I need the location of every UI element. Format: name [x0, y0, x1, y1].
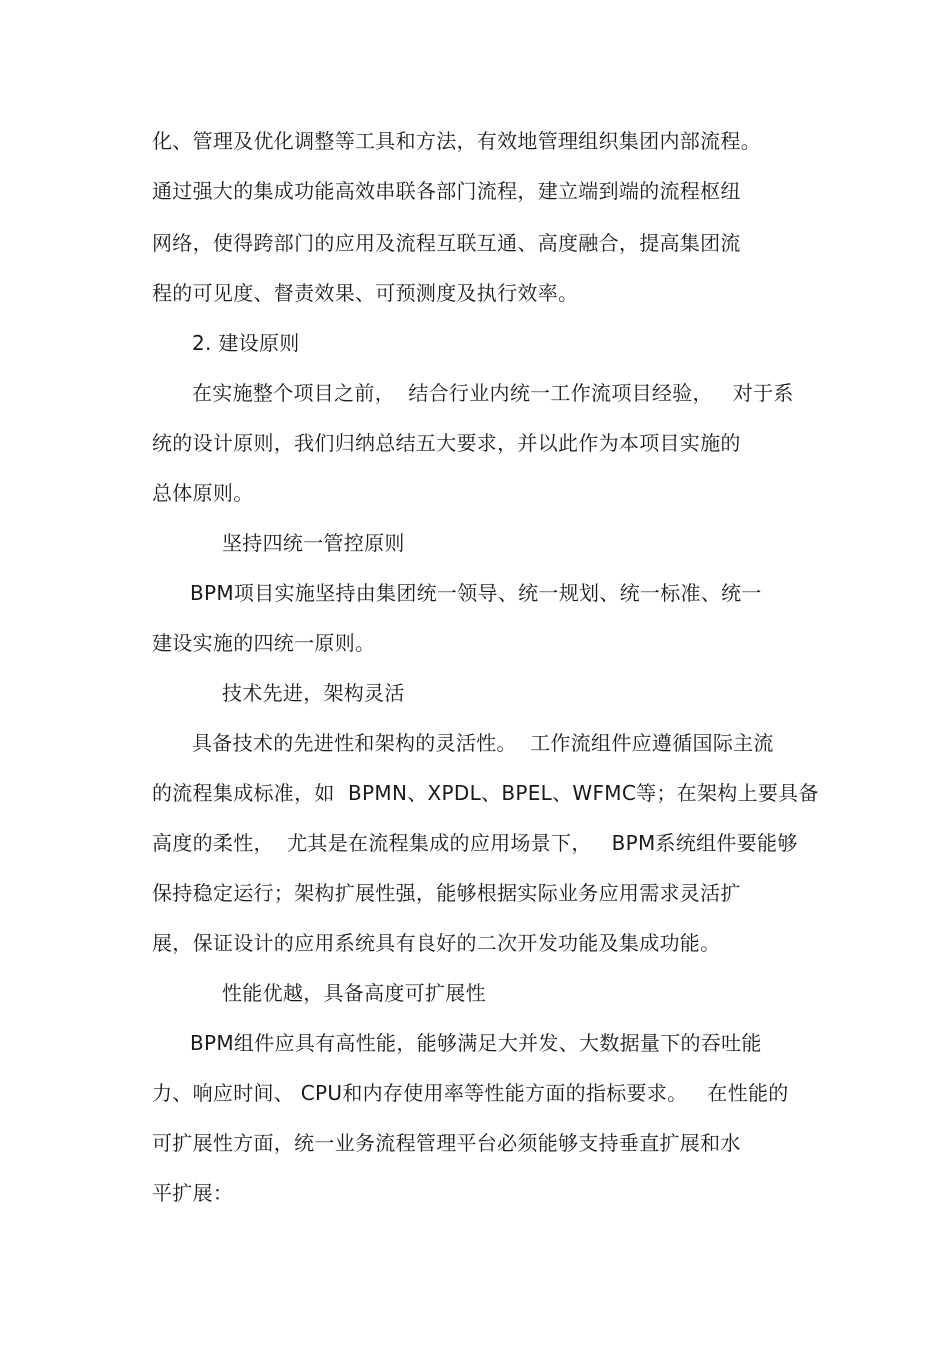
principle-heading-3: 性能优越，具备高度可扩展性 [222, 981, 486, 1005]
paragraph-line-12: 高度的柔性， 尤其是在流程集成的应用场景下， BPM系统组件要能够 [152, 831, 798, 855]
paragraph-line-18: 平扩展： [152, 1181, 234, 1205]
paragraph-line-8: BPM项目实施坚持由集团统一领导、统一规划、统一标准、统一 [190, 581, 762, 605]
section-heading: 2. 建设原则 [192, 331, 300, 355]
paragraph-line-3: 网络，使得跨部门的应用及流程互联互通、高度融合，提高集团流 [152, 231, 741, 255]
paragraph-line-4: 程的可见度、督责效果、可预测度及执行效率。 [152, 281, 579, 305]
paragraph-line-13: 保持稳定运行；架构扩展性强，能够根据实际业务应用需求灵活扩 [152, 881, 741, 905]
paragraph-line-7: 总体原则。 [152, 481, 254, 505]
principle-heading-1: 坚持四统一管控原则 [222, 531, 405, 555]
paragraph-line-1: 化、管理及优化调整等工具和方法，有效地管理组织集团内部流程。 [152, 129, 761, 153]
paragraph-line-10: 具备技术的先进性和架构的灵活性。 工作流组件应遵循国际主流 [192, 731, 774, 755]
paragraph-line-6: 统的设计原则，我们归纳总结五大要求，并以此作为本项目实施的 [152, 431, 741, 455]
paragraph-line-15: BPM组件应具有高性能，能够满足大并发、大数据量下的吞吐能 [190, 1031, 762, 1055]
paragraph-line-9: 建设实施的四统一原则。 [152, 631, 376, 655]
paragraph-line-14: 展，保证设计的应用系统具有良好的二次开发功能及集成功能。 [152, 931, 721, 955]
paragraph-line-2: 通过强大的集成功能高效串联各部门流程，建立端到端的流程枢纽 [152, 179, 741, 203]
paragraph-line-5: 在实施整个项目之前， 结合行业内统一工作流项目经验， 对于系 [192, 381, 794, 405]
paragraph-line-11: 的流程集成标准，如 BPMN、XPDL、BPEL、WFMC等；在架构上要具备 [152, 781, 819, 805]
paragraph-line-16: 力、响应时间、 CPU和内存使用率等性能方面的指标要求。 在性能的 [152, 1081, 789, 1105]
principle-heading-2: 技术先进，架构灵活 [222, 681, 405, 705]
paragraph-line-17: 可扩展性方面，统一业务流程管理平台必须能够支持垂直扩展和水 [152, 1131, 741, 1155]
